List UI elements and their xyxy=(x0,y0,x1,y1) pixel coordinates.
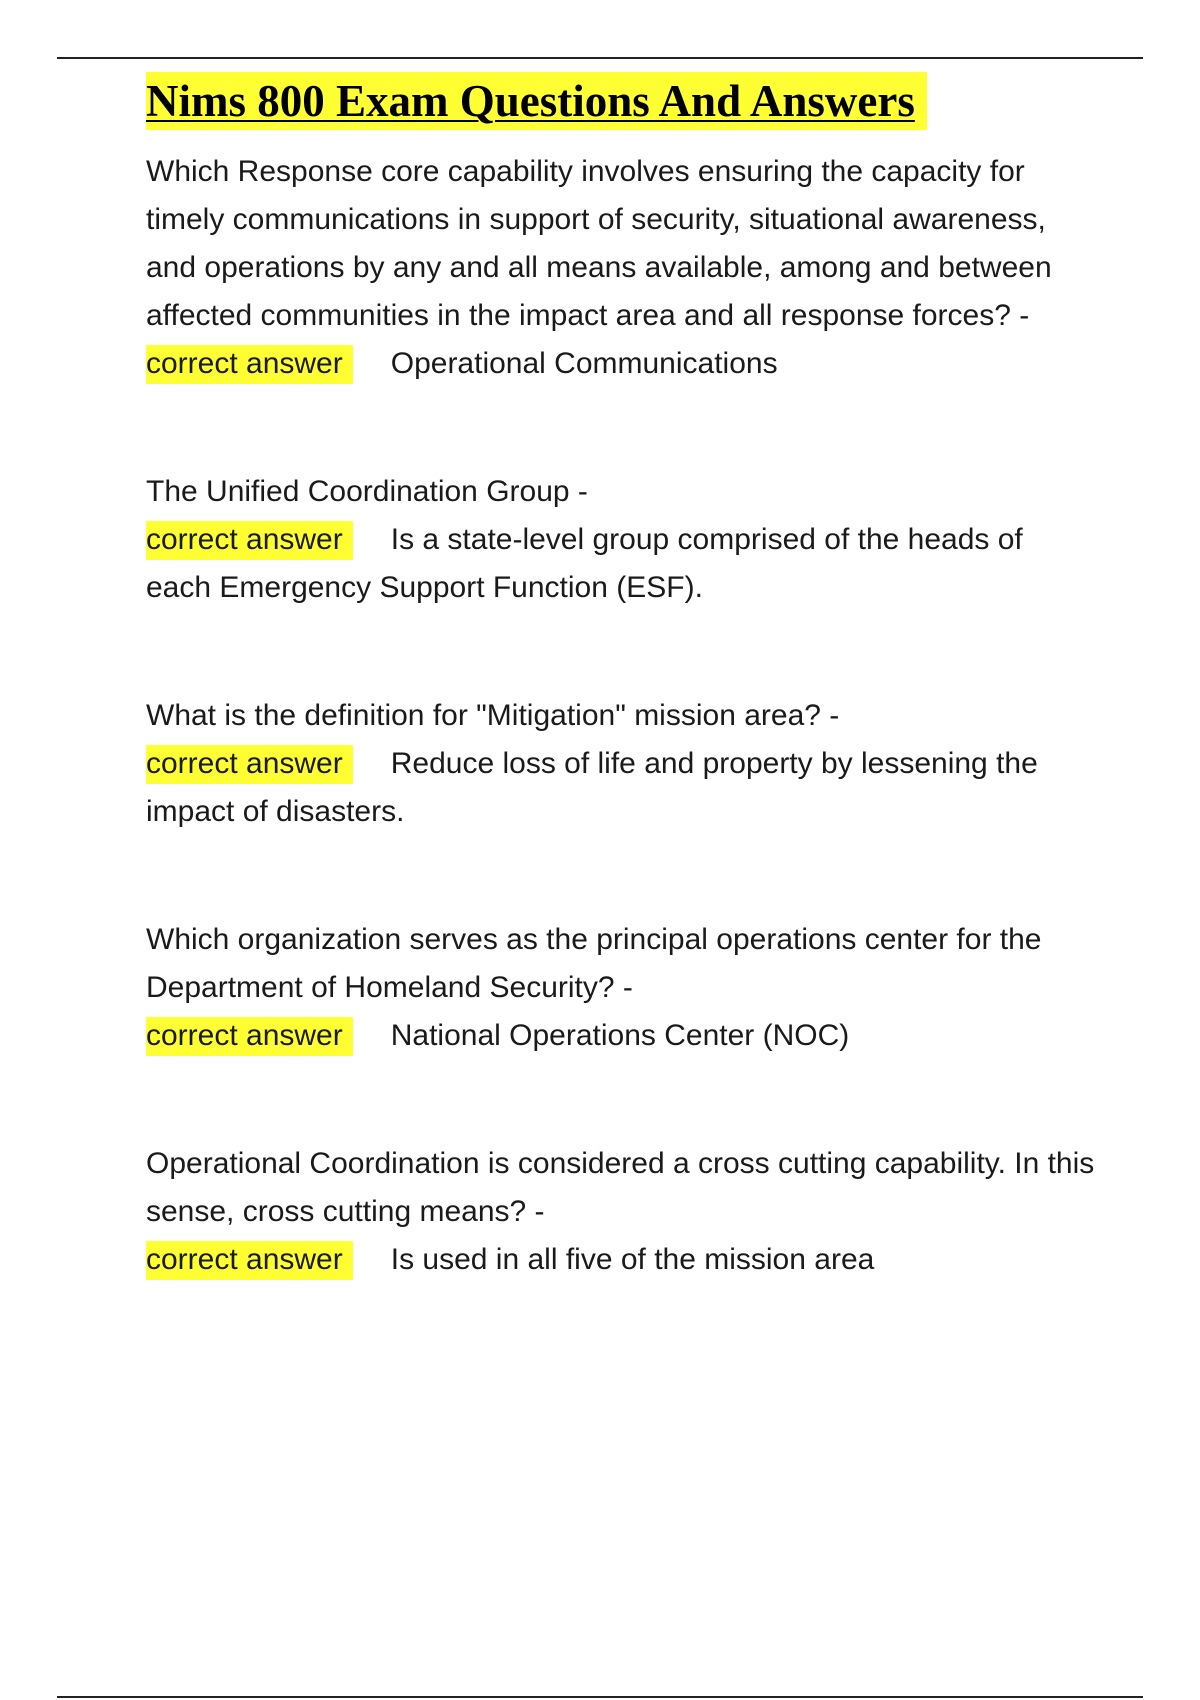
qa-item xyxy=(146,692,1096,836)
answer-line xyxy=(146,340,1096,388)
bottom-rule xyxy=(57,1696,1143,1698)
answer-line xyxy=(146,1236,1096,1284)
correct-answer-label: correct answer xyxy=(146,521,353,560)
answer-line xyxy=(146,516,1096,612)
correct-answer-label: correct answer xyxy=(146,345,353,384)
question-text: Operational Coordination is considered a cross cutting capability. In this sense, cross cutting means? - xyxy=(146,1147,1095,1228)
qa-list xyxy=(146,148,1096,1284)
page-title: Nims 800 Exam Questions And Answers xyxy=(146,72,927,130)
qa-item xyxy=(146,468,1096,612)
answer-line xyxy=(146,1012,1096,1060)
qa-item xyxy=(146,148,1096,388)
answer-text: Operational Communications xyxy=(390,347,778,380)
question-text: The Unified Coordination Group - xyxy=(146,475,588,508)
top-rule xyxy=(57,57,1143,59)
answer-line xyxy=(146,740,1096,836)
qa-item xyxy=(146,916,1096,1060)
answer-text: Reduce loss of life and property by lessening the impact of disasters. xyxy=(146,747,1038,828)
question-text: Which organization serves as the principal operations center for the Department of Homeland Security? - xyxy=(146,923,1042,1004)
answer-text: Is used in all five of the mission area xyxy=(390,1243,875,1276)
answer-text: Is a state-level group comprised of the heads of each Emergency Support Function (ESF). xyxy=(146,523,1023,604)
document-body xyxy=(146,72,1096,1284)
correct-answer-label: correct answer xyxy=(146,1241,353,1280)
question-text: What is the definition for "Mitigation" mission area? - xyxy=(146,699,840,732)
answer-text: National Operations Center (NOC) xyxy=(390,1019,850,1052)
correct-answer-label: correct answer xyxy=(146,1017,353,1056)
correct-answer-label: correct answer xyxy=(146,745,353,784)
qa-item xyxy=(146,1140,1096,1284)
question-text: Which Response core capability involves ensuring the capacity for timely communications in support of security, situational awareness, and operations by any and all means available, among and between affected communities in the impact area and all response forces? - xyxy=(146,155,1052,332)
